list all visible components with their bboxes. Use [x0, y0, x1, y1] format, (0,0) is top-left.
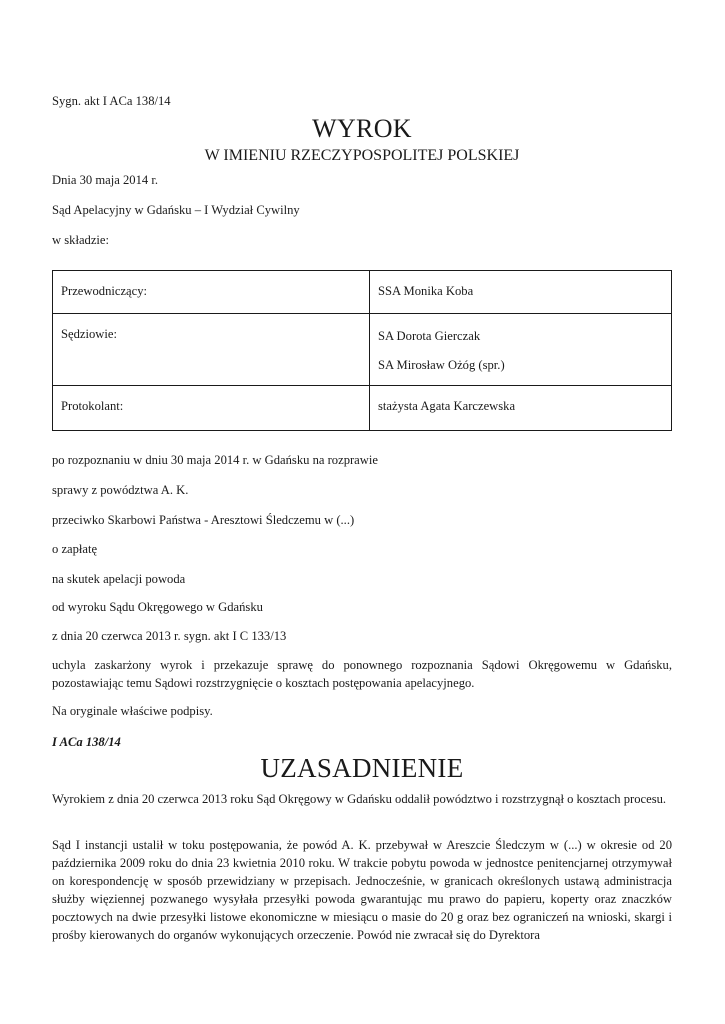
- body-line: od wyroku Sądu Okręgowego w Gdańsku: [52, 600, 263, 614]
- court-name: Sąd Apelacyjny w Gdańsku – I Wydział Cywilny: [52, 203, 300, 217]
- ruling-text: uchyla zaskarżony wyrok i przekazuje sprawę do ponownego rozpoznania Sądowi Okręgowemu w Gdańsku, pozostawiając temu Sądowi rozstrzygnięcie o kosztach postępowania apelacyjnego.: [52, 658, 672, 690]
- body-line: po rozpoznaniu w dniu 30 maja 2014 r. w Gdańsku na rozprawie: [52, 453, 378, 467]
- table-row: [53, 314, 672, 386]
- panel-table: [52, 270, 672, 431]
- verdict-subtitle: W IMIENIU RZECZYPOSPOLITEJ POLSKIEJ: [204, 147, 520, 164]
- body-line: z dnia 20 czerwca 2013 r. sygn. akt I C 133/13: [52, 629, 287, 643]
- case-signature: Sygn. akt I ACa 138/14: [52, 94, 171, 108]
- presiding-name: SSA Monika Koba: [370, 271, 672, 314]
- verdict-date: Dnia 30 maja 2014 r.: [52, 173, 158, 187]
- justification-paragraph: Sąd I instancji ustalił w toku postępowania, że powód A. K. przebywał w Areszcie Śledczym w (...) w okresie od 20 października 2009 roku do dnia 23 kwietnia 2010 roku. W trakcie pobytu powoda w jednostce penitencjarnej otrzymywał on korespondencję w sposób przewidziany w przepisach. Jednocześnie, w granicach określonych ustawą administracja służby więziennej pozwanego wysyłała przesyłki powoda gwarantując mu prawo do papieru, koperty oraz znaczków pocztowych na dwie przesyłki listowe ekonomiczne w miesiącu o masie do 20 g oraz bez ograniczeń na wnioski, skargi i prośby kierowanych do organów wykonujących orzeczenie. Powód nie zwracał się do Dyrektora: [52, 838, 672, 942]
- clerk-label: Protokolant:: [53, 386, 370, 431]
- body-line: przeciwko Skarbowi Państwa - Aresztowi Śledczemu w (...): [52, 513, 355, 527]
- judges-cell: [370, 314, 672, 386]
- table-row: [53, 386, 672, 431]
- composition-label: w składzie:: [52, 233, 110, 247]
- verdict-title: WYROK: [312, 114, 412, 143]
- body-line: sprawy z powództwa A. K.: [52, 483, 189, 497]
- presiding-label: Przewodniczący:: [53, 271, 370, 314]
- signatures-note: Na oryginale właściwe podpisy.: [52, 704, 213, 718]
- table-row: [53, 271, 672, 314]
- judge-name: SA Dorota Gierczak: [378, 329, 481, 343]
- body-line: na skutek apelacji powoda: [52, 572, 186, 586]
- judge-name: SA Mirosław Ożóg (spr.): [378, 358, 505, 372]
- justification-title: UZASADNIENIE: [260, 753, 464, 783]
- justification-case-signature: I ACa 138/14: [52, 735, 121, 749]
- clerk-name: stażysta Agata Karczewska: [370, 386, 672, 431]
- judges-label: Sędziowie:: [53, 314, 370, 386]
- justification-paragraph: Wyrokiem z dnia 20 czerwca 2013 roku Sąd Okręgowy w Gdańsku oddalił powództwo i rozstrzygnął o kosztach procesu.: [52, 792, 667, 806]
- body-line: o zapłatę: [52, 542, 98, 556]
